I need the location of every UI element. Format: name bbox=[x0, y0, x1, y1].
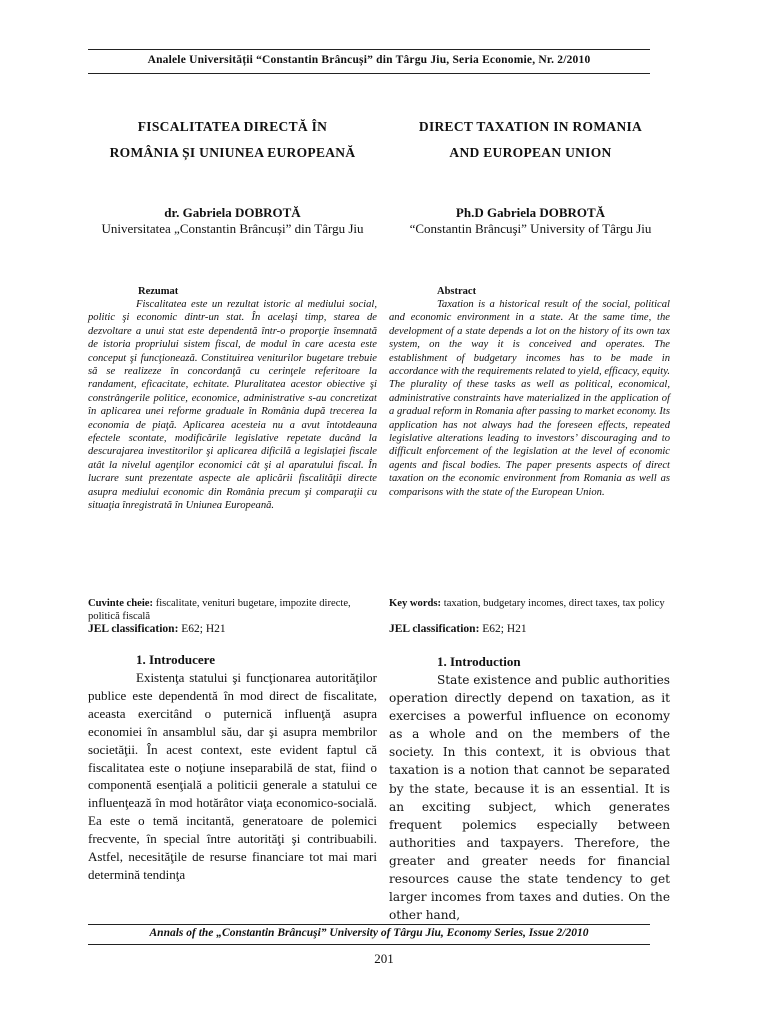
affiliation-en: “Constantin Brâncuşi” University of Târgu Jiu bbox=[409, 221, 652, 236]
keywords-en bbox=[389, 597, 670, 610]
author-name-en: Ph.D Gabriela DOBROTĂ bbox=[455, 205, 606, 220]
jel-en bbox=[389, 623, 527, 635]
section-heading-en: 1. Introduction bbox=[437, 654, 521, 669]
author-name-ro: dr. Gabriela DOBROTĂ bbox=[164, 205, 301, 220]
title-en bbox=[389, 114, 672, 166]
jel-ro bbox=[88, 623, 226, 635]
keywords-ro bbox=[88, 597, 377, 623]
journal-footer: Annals of the „Constantin Brâncuşi” University of Târgu Jiu, Economy Series, Issue 2/2010 bbox=[149, 927, 589, 939]
abstract-heading-en: Abstract bbox=[437, 286, 477, 297]
jel-value-ro: E62; H21 bbox=[181, 623, 226, 635]
jel-value-en: E62; H21 bbox=[482, 623, 527, 635]
title-ro-line2: ROMÂNIA ȘI UNIUNEA EUROPEANĂ bbox=[109, 145, 356, 160]
keywords-label-ro: Cuvinte cheie: bbox=[88, 598, 154, 609]
page-number: 201 bbox=[374, 951, 394, 966]
footer-rule-top bbox=[88, 924, 650, 925]
title-ro bbox=[88, 114, 377, 166]
author-en bbox=[389, 205, 672, 237]
jel-label-en: JEL classification: bbox=[389, 623, 480, 635]
abstract-text-ro: Fiscalitatea este un rezultat istoric al mediului social, politic şi economic dintr-un stat. În acelaşi timp, starea de dezvoltare a unui stat este dependentă într-o proporţie însemnată de istoria propriului sistem fiscal, de modul în care acesta este conceput şi funcţionează. Constituirea veniturilor bugetare trebuie să se realizeze în concordanţă cu cerinţele referitoare la randament, eficacitate, echitate. Pluralitatea acestor obiective şi constrângerile politice, economice, administrative s-au concretizat în aplicarea unei reforme graduale în România după trecerea la economia de piaţă. Aplicarea acesteia nu a avut întotdeauna efectele scontate, modificările legislative repetate ducând la descurajarea investitorilor şi aplicarea dificilă a legislaţiei fiscale atât la nivelul agenţilor economici cât şi al aparatului fiscal. În lucrare sunt prezentate aspecte ale aplicării fiscalităţii directe asupra mediului economic din România precum şi comparaţii cu situaţia înregistrată în Uniunea Europeană. bbox=[88, 299, 377, 512]
title-ro-line1: FISCALITATEA DIRECTĂ ÎN bbox=[137, 119, 328, 134]
body-text-en: State existence and public authorities operation directly depend on taxation, as it exercises a powerful influence on economy as a whole and on the members of the society. In this context, it is obvious that taxation is a notion that cannot be separated by the state, because it is an essential. It is an exciting subject, which generates frequent polemics especially between authorities and taxpayers. Therefore, the greater and greater needs for financial resources cause the state tendency to get larger incomes from taxes and duties. On the other hand, bbox=[389, 673, 670, 923]
keywords-value-ro: fiscalitate, venituri bugetare, impozite directe, politică fiscală bbox=[88, 598, 351, 622]
title-en-line1: DIRECT TAXATION IN ROMANIA bbox=[418, 119, 643, 134]
author-ro bbox=[88, 205, 377, 237]
jel-label-ro: JEL classification: bbox=[88, 623, 179, 635]
keywords-value-en: taxation, budgetary incomes, direct taxes, tax policy bbox=[443, 598, 665, 609]
title-en-line2: AND EUROPEAN UNION bbox=[449, 145, 612, 160]
abstract-text-en: Taxation is a historical result of the social, political and economic environment in a state. At the same time, the development of a state depends a lot on the history of its own tax system, on the way it is conceived and operates. The establishment of budgetary incomes has to be made in accordance with the requirements related to yield, efficacy, equity. The plurality of these tasks as well as political, economical, administrative constraints have materialized in the application of a gradual reform in Romania after passing to market economy. Its application has not always had the foreseen effects, repeated legislative alterations leading to investors’ discouraging and to difficult enforcement of the legislation at the level of economic agents and fiscal bodies. The paper presents aspects of direct taxation on the economic environment from Romania as well as comparisons with the state of the European Union. bbox=[389, 299, 670, 498]
footer-rule-bottom bbox=[88, 944, 650, 945]
body-text-ro: Existenţa statului şi funcţionarea autorităţilor publice este dependentă în mod direct de fiscalitate, aceasta exercitând o puternică influenţă asupra economiei în ansamblul său, dar şi asupra membrilor societăţii. În acest context, este evident faptul că fiscalitatea este o noţiune inseparabilă de stat, fiind o componentă esenţială a politicii generale a statului ce influenţează în mod hotărâtor viaţa economico-socială. Ea este o temă incitantă, generatoare de polemici frecvente, în special între autorităţi şi contribuabili. Astfel, necesităţile de resurse financiare tot mai mari determină tendinţa bbox=[88, 670, 377, 882]
abstract-heading-ro: Rezumat bbox=[138, 286, 179, 297]
header-rule-bottom bbox=[88, 73, 650, 74]
header-rule-top bbox=[88, 49, 650, 50]
journal-header: Analele Universității “Constantin Brâncuși” din Târgu Jiu, Seria Economie, Nr. 2/2010 bbox=[147, 54, 591, 66]
affiliation-ro: Universitatea „Constantin Brâncuși” din Târgu Jiu bbox=[101, 221, 364, 236]
section-heading-ro: 1. Introducere bbox=[136, 652, 215, 667]
keywords-label-en: Key words: bbox=[389, 598, 442, 609]
